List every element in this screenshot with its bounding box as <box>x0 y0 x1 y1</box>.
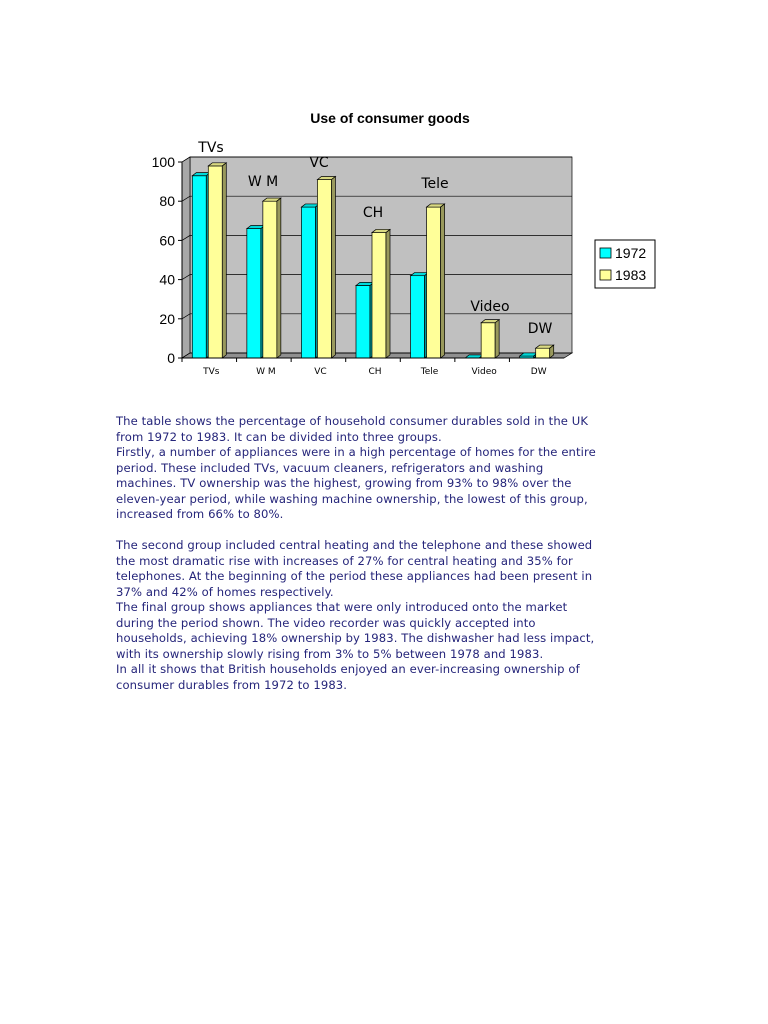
bar-1983-VC <box>317 177 335 358</box>
x-tick-label: DW <box>530 367 547 377</box>
text-line: eleven-year period, while washing machine ownership, the lowest of this group, <box>116 491 588 506</box>
y-tick-label: 100 <box>151 154 175 170</box>
bar-side <box>386 229 390 358</box>
text-line: 37% and 42% of homes respectively. <box>116 584 334 599</box>
text-line: telephones. At the beginning of the period these appliances had been present in <box>116 569 593 583</box>
text-line: Firstly, a number of appliances were in a high percentage of homes for the entire <box>116 445 596 459</box>
paragraph-gap <box>116 523 656 539</box>
text-line: during the period shown. The video recorder was quickly accepted into <box>116 615 536 630</box>
bar-front <box>247 229 261 358</box>
legend-label: 1972 <box>615 245 647 261</box>
text-line: increased from 66% to 80%. <box>116 507 284 521</box>
text-line: the most dramatic rise with increases of 27% for central heating and 35% for <box>116 553 573 568</box>
bar-front <box>427 207 441 358</box>
bar-1983-W M <box>263 198 281 358</box>
bar-front <box>356 285 370 358</box>
bar-1983-Tele <box>427 204 445 358</box>
bar-side <box>277 198 281 358</box>
y-axis <box>152 154 182 366</box>
text-line: households, achieving 18% ownership by 1983. The dishwasher had less impact, <box>116 631 595 645</box>
bar-annotation: DW <box>527 321 553 337</box>
bar-side <box>222 163 226 358</box>
legend-swatch <box>600 248 611 258</box>
chart-svg <box>0 0 768 400</box>
y-tick-label: 40 <box>159 271 175 288</box>
y-tick-label: 80 <box>159 193 175 210</box>
bar-1983-DW <box>536 345 554 358</box>
x-tick-label: Tele <box>420 367 439 377</box>
paragraph-2 <box>116 538 656 693</box>
y-tick-label: 0 <box>167 350 175 366</box>
bar-front <box>481 323 495 358</box>
bar-annotation: CH <box>362 205 384 221</box>
text-line: The second group included central heating and the telephone and these showed <box>116 538 593 552</box>
chart-title: Use of consumer goods <box>310 110 470 126</box>
legend-swatch <box>600 270 611 280</box>
bar-1983-CH <box>372 229 390 358</box>
bar-front <box>208 166 222 358</box>
x-tick-label: CH <box>368 367 382 377</box>
x-tick-label: VC <box>314 367 327 377</box>
text-line: In all it shows that British households enjoyed an ever-increasing ownership of <box>116 662 580 676</box>
text-line: from 1972 to 1983. It can be divided into three groups. <box>116 429 442 444</box>
bar-1972-W M <box>247 226 265 358</box>
text-line: consumer durables from 1972 to 1983. <box>116 677 348 692</box>
x-tick-label: Video <box>471 367 497 377</box>
x-tick-label: TVs <box>203 367 220 377</box>
paragraph-1 <box>116 414 656 523</box>
x-tick-label: W M <box>256 367 276 377</box>
bar-side <box>331 177 335 358</box>
bar-1972-TVs <box>192 173 210 358</box>
bar-1972-Tele <box>411 273 429 358</box>
legend <box>595 240 655 288</box>
bar-chart <box>0 0 768 400</box>
y-tick-label: 60 <box>159 232 175 249</box>
bar-side <box>495 320 499 358</box>
bar-annotation: Video <box>470 299 510 315</box>
bar-annotation: VC <box>309 155 329 171</box>
text-line: The final group shows appliances that were only introduced onto the market <box>116 600 568 614</box>
bar-1983-Video <box>481 320 499 358</box>
bar-1972-CH <box>356 282 374 358</box>
bar-annotation: TVs <box>198 140 224 156</box>
text-line: period. These included TVs, vacuum cleaners, refrigerators and washing <box>116 460 544 475</box>
legend-label: 1983 <box>615 267 647 283</box>
bar-front <box>536 348 550 358</box>
bar-front <box>192 176 206 358</box>
text-line: with its ownership slowly rising from 3% to 5% between 1978 and 1983. <box>116 646 544 661</box>
x-axis <box>182 358 564 377</box>
y-tick-label: 20 <box>159 310 175 327</box>
bar-1972-DW <box>520 353 538 358</box>
bar-annotation: Tele <box>421 176 449 192</box>
bar-front <box>301 207 315 358</box>
bar-front <box>372 233 386 358</box>
bar-1983-TVs <box>208 163 226 358</box>
bar-side <box>441 204 445 358</box>
bar-1972-VC <box>301 204 319 358</box>
bar-front <box>411 276 425 358</box>
plot-side-wall <box>182 157 190 358</box>
text-line: The table shows the percentage of household consumer durables sold in the UK <box>116 414 589 428</box>
bar-front <box>263 201 277 358</box>
description-text <box>116 414 656 693</box>
bar-annotation: W M <box>247 174 279 190</box>
bar-front <box>317 180 331 358</box>
text-line: machines. TV ownership was the highest, growing from 93% to 98% over the <box>116 476 572 490</box>
